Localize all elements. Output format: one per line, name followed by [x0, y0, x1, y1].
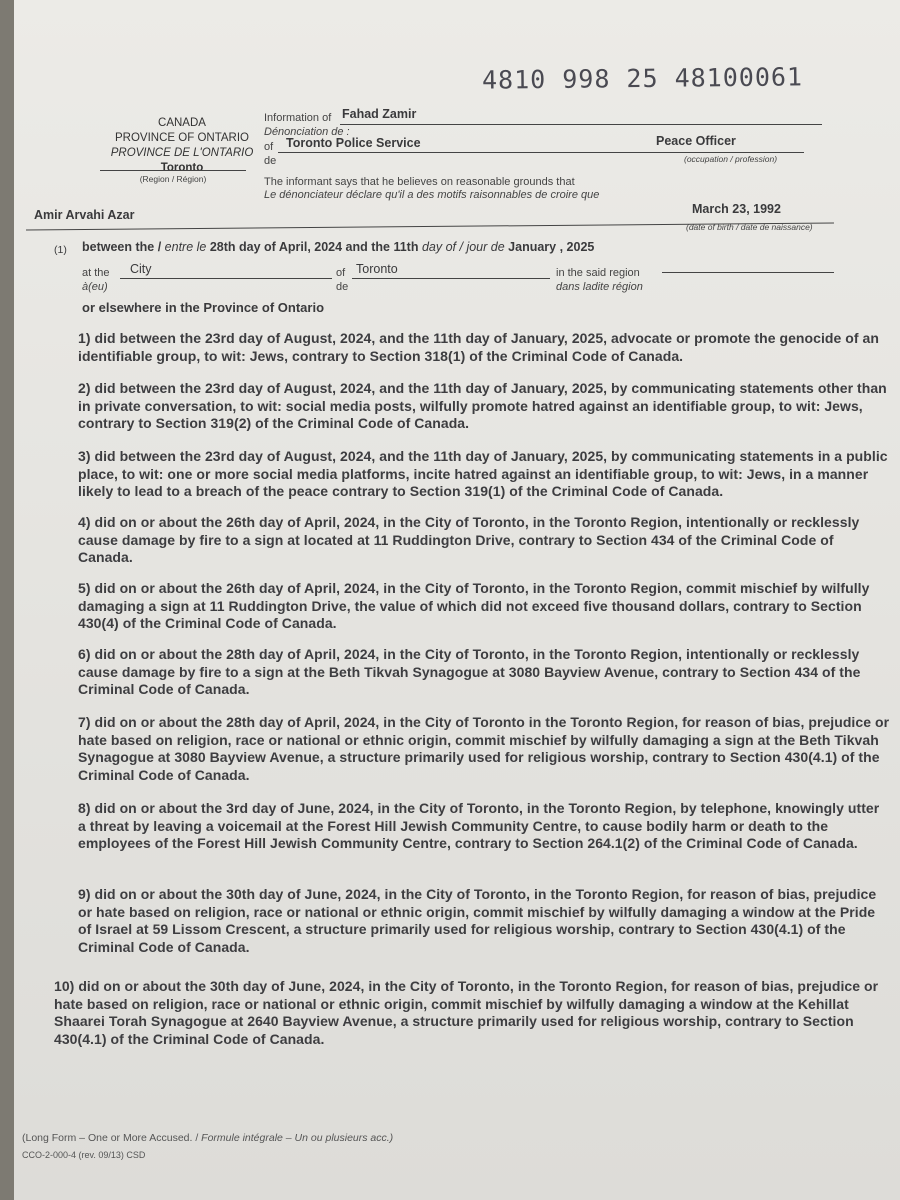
informant-underline — [340, 124, 822, 125]
elsewhere-text: or elsewhere in the Province of Ontario — [82, 300, 325, 315]
dob-caption: (date of birth / date de naissance) — [686, 222, 813, 232]
at-label-fr: à(eu) — [82, 281, 108, 293]
place-underline — [120, 278, 332, 279]
loc-de-label: de — [336, 281, 349, 293]
country: CANADA — [158, 117, 206, 129]
region-label-fr: dans ladite région — [556, 281, 643, 293]
statement-en: The informant says that he believes on reasonable grounds that — [264, 176, 575, 188]
between-line: between the / entre le 28th day of April, 2024 and the 11th day of / jour de January , 2025 — [82, 240, 595, 254]
charge-6: 6) did on or about the 28th day of April, 2024, in the City of Toronto, in the Toronto Region, intentionally or recklessly cause damage by fire to a sign at the Beth Tikvah Synagogue at 3080 Bayview Avenue, contrary to Section 434 of the Criminal Code of Canada. — [78, 646, 861, 697]
region-label: in the said region — [556, 267, 640, 279]
informant-name: Fahad Zamir — [342, 107, 417, 121]
document-page — [14, 0, 900, 1200]
region: Toronto — [160, 162, 204, 174]
charge-10: 10) did on or about the 30th day of June, 2024, in the City of Toronto, in the Toronto Region, for reason of bias, prejudice or hate based on religion, race or national or ethnic origin, commit mischief by wilfully damaging a window at the Kehillat Shaarei Torah Synagogue at 2640 Bayview Avenue, a structure primarily used for religious worship, contrary to Section 430(4.1) of the Criminal Code of Canada. — [54, 978, 879, 1047]
info-label-fr: Dénonciation de : — [264, 126, 350, 138]
charge-7: 7) did on or about the 28th day of April, 2024, in the City of Toronto in the Toronto Region, for reason of bias, prejudice or hate based on religion, race or national or ethnic origin, commit mischief by wilfully damaging a sign at the Beth Tikvah Synagogue at 3080 Bayview Avenue, a structure primarily used for religious worship, contrary to Section 430(4.1) of the Criminal Code of Canada. — [78, 714, 890, 783]
city: Toronto — [356, 262, 398, 276]
occupation: Peace Officer — [656, 134, 736, 148]
footer-form-code: CCO-2-000-4 (rev. 09/13) CSD — [22, 1150, 146, 1160]
of-label: of — [264, 141, 274, 153]
charge-2: 2) did between the 23rd day of August, 2024, and the 11th day of January, 2025, by communicating statements other than in private conversation, to wit: social media posts, wilfully promote hatred against an identifiable group, to wit: Jews, contrary to Section 319(2) of the Criminal Code of Canada. — [78, 380, 887, 431]
charge-1: 1) did between the 23rd day of August, 2024, and the 11th day of January, 2025, advocate or promote the genocide of an identifiable group, to wit: Jews, contrary to Section 318(1) of the Criminal Code of Canada. — [78, 330, 879, 364]
province-en: PROVINCE OF ONTARIO — [115, 132, 249, 144]
footer-form-type: (Long Form – One or More Accused. / Formule intégrale – Un ou plusieurs acc.) — [22, 1132, 394, 1144]
region-underline-2 — [662, 272, 834, 273]
city-underline — [352, 278, 550, 279]
province-fr: PROVINCE DE L'ONTARIO — [110, 147, 254, 159]
accused-dob: March 23, 1992 — [692, 202, 781, 216]
count-number: (1) — [54, 244, 67, 256]
charge-5: 5) did on or about the 26th day of April, 2024, in the City of Toronto, in the Toronto Region, commit mischief by wilfully damaging a sign at 11 Ruddington Drive, the value of which did not exceed five thousand dollars, contrary to Section 430(4) of the Criminal Code of Canada. — [78, 580, 870, 631]
charge-9: 9) did on or about the 30th day of June, 2024, in the City of Toronto, in the Toronto Region, for reason of bias, prejudice or hate based on religion, race or national or ethnic origin, commit mischief by wilfully damaging a window at the Pride of Israel at 59 Lissom Crescent, a structure primarily used for religious worship, contrary to Section 430(4.1) of the Criminal Code of Canada. — [78, 886, 877, 955]
occupation-caption: (occupation / profession) — [684, 154, 778, 164]
loc-of-label: of — [336, 267, 346, 279]
organization-underline — [278, 152, 804, 153]
accused-name: Amir Arvahi Azar — [34, 208, 135, 222]
charge-3: 3) did between the 23rd day of August, 2024, and the 11th day of January, 2025, by communicating statements in a public place, to wit: one or more social media platforms, incite hatred against an identifiable group, to wit: Jews, in a manner likely to lead to a breach of the peace contrary to Section 319(1) of the Criminal Code of Canada. — [78, 448, 888, 499]
charge-8: 8) did on or about the 3rd day of June, 2024, in the City of Toronto, in the Toronto Region, by telephone, knowingly utter a threat by leaving a voicemail at the Forest Hill Jewish Community Centre, to cause bodily harm or death to the employees of the Forest Hill Jewish Community Centre, contrary to Section 264.1(2) of the Criminal Code of Canada. — [78, 800, 880, 851]
statement-fr: Le dénonciateur déclare qu'il a des motifs raisonnables de croire que — [264, 189, 600, 201]
at-label: at the — [82, 267, 110, 279]
organization: Toronto Police Service — [286, 136, 421, 150]
charge-4: 4) did on or about the 26th day of April, 2024, in the City of Toronto, in the Toronto Region, intentionally or recklessly cause damage by fire to a sign at located at 11 Ruddington Drive, contrary to Section 434 of the Criminal Code of Canada. — [78, 514, 860, 565]
info-label: Information of — [264, 112, 332, 124]
handwritten-number: 4810 998 25 48100061 — [481, 62, 804, 95]
place: City — [130, 262, 152, 276]
region-caption: (Region / Région) — [139, 174, 207, 184]
jurisdiction-block — [92, 116, 272, 176]
region-underline — [100, 170, 246, 171]
de-label: de — [264, 155, 277, 167]
